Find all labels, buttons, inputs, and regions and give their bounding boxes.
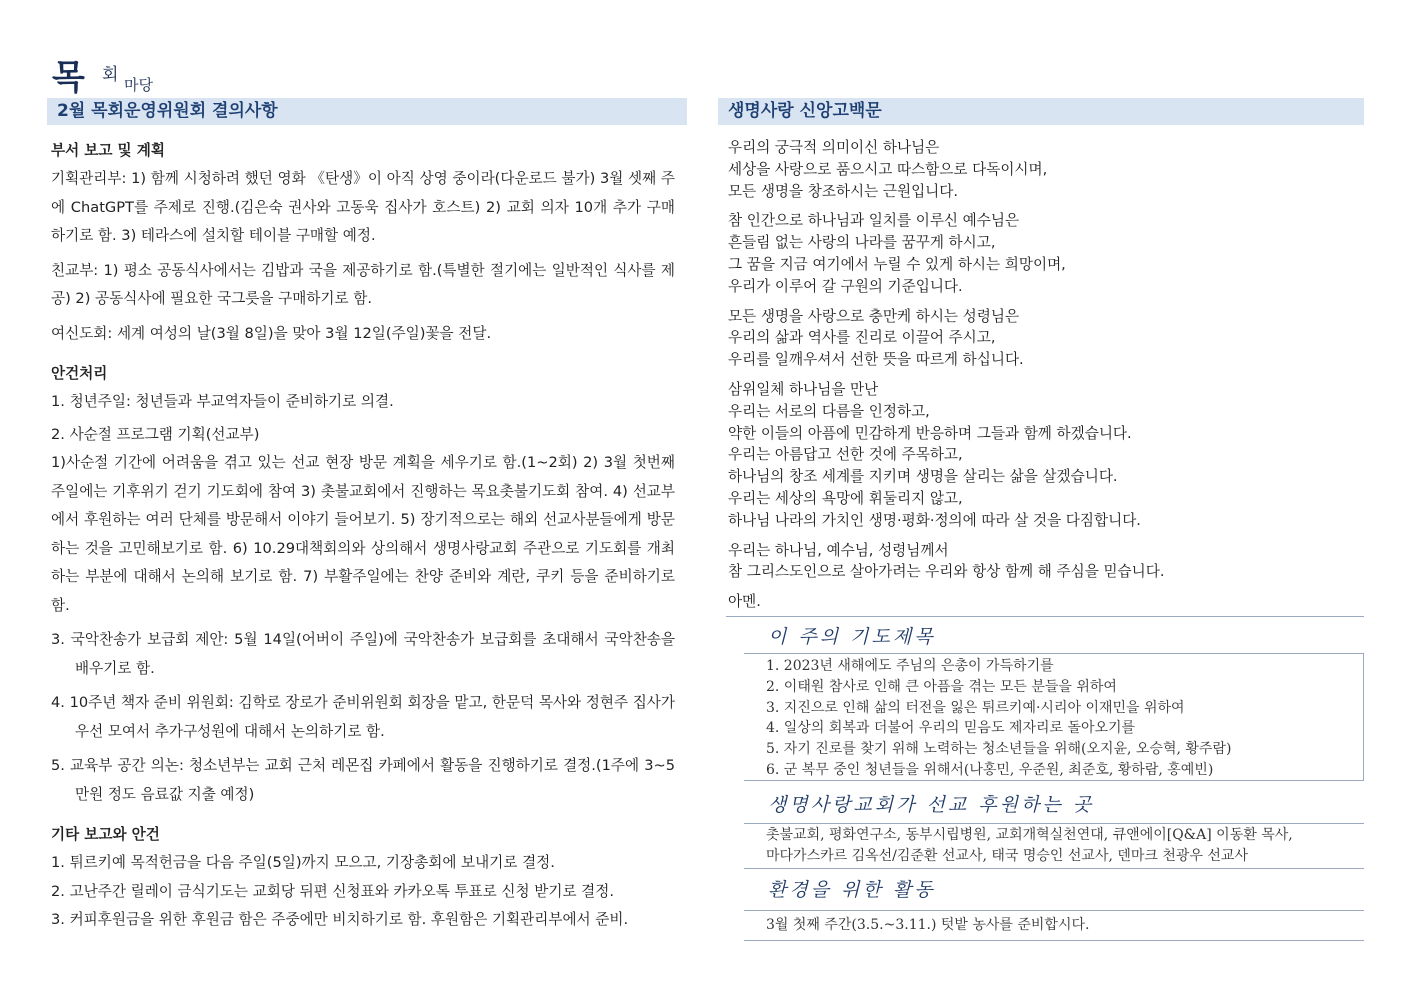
confession-line: 우리가 이루어 갈 구원의 기준입니다. <box>728 277 963 295</box>
confession-line: 약한 이들의 아픔에 민감하게 반응하며 그들과 함께 하겠습니다. <box>728 424 1132 442</box>
section-logo <box>52 50 192 98</box>
dept-report-title: 부서 보고 및 계획 <box>51 142 165 159</box>
agenda-title: 안건처리 <box>51 365 108 382</box>
confession-line: 우리는 세상의 욕망에 휘둘리지 않고, <box>728 489 963 507</box>
agenda-item: 4. 10주년 책자 준비 위원회: 김학로 장로가 준비위원회 회장을 맡고, 한문덕 목사와 정현주 집사가 우선 모여서 추가구성원에 대해서 논의하기로 함. <box>51 694 675 740</box>
environment-box <box>744 910 1364 941</box>
confession-line: 우리의 삶과 역사를 진리로 이끌어 주시고, <box>728 329 996 347</box>
confession-amen: 아멘. <box>728 593 761 611</box>
agenda-item: 1. 청년주일: 청년들과 부교역자들이 준비하기로 의결. <box>51 393 394 410</box>
misc-item: 3. 커피후원금을 위한 후원금 함은 주중에만 비치하기로 함. 후원함은 기획관리부에서 준비. <box>51 911 629 928</box>
prayer-list <box>744 653 1364 781</box>
mission-list <box>744 823 1364 869</box>
dept-report-planning: 기획관리부: 1) 함께 시청하려 했던 영화 《탄생》이 아직 상영 중이라(다운로드 불가) 3월 셋째 주에 ChatGPT를 주제로 진행.(김은숙 권사와 고동욱 집사가 호스트) 2) 교회 의자 10개 추가 구매하기로 함. 3) 테라스에 설치할 테이블 구매할 예정. <box>51 170 675 244</box>
mission-line: 촛불교회, 평화연구소, 동부시립병원, 교회개혁실천연대, 큐앤에이[Q&A] 이동환 목사, <box>766 827 1293 843</box>
agenda-item: 5. 교육부 공간 의논: 청소년부는 교회 근처 레몬집 카페에서 활동을 진행하기로 결정.(1주에 3~5만원 정도 음료값 지출 예정) <box>51 757 675 803</box>
right-section-header: 생명사랑 신앙고백문 <box>718 98 1364 125</box>
confession-line: 삼위일체 하나님을 만난 <box>728 380 879 398</box>
environment-title: 환경을 위한 활동 <box>768 879 936 901</box>
confession-stanza <box>728 540 1358 584</box>
confession-line: 흔들림 없는 사랑의 나라를 꿈꾸게 하시고, <box>728 234 996 252</box>
confession-line: 모든 생명을 창조하시는 근원입니다. <box>728 182 959 200</box>
prayer-item: 2. 이태원 참사로 인해 큰 아픔을 겪는 모든 분들을 위하여 <box>766 678 1117 695</box>
confession-stanza <box>728 306 1358 371</box>
dept-report-fellowship: 친교부: 1) 평소 공동식사에서는 김밥과 국을 제공하기로 함.(특별한 절기에는 일반적인 식사를 제공) 2) 공동식사에 필요한 국그릇을 구매하기로 함. <box>51 261 675 307</box>
left-section-header: 2월 목회운영위원회 결의사항 <box>47 98 687 125</box>
prayer-item: 1. 2023년 새해에도 주님의 은총이 가득하기를 <box>766 658 1054 674</box>
confession-line: 모든 생명을 사랑으로 충만케 하시는 성령님은 <box>728 307 1020 325</box>
agenda-item-body: 1)사순절 기간에 어려움을 겪고 있는 선교 현장 방문 계획을 세우기로 함.(1~2회) 2) 3월 첫번째 주일에는 기후위기 걷기 기도회에 참여 3) 촛불교회에서 진행하는 목요촛불기도회 참여. 4) 선교부에서 후원하는 여러 단체를 방문해서 이야기 들어보기. 5) 장기적으로는 해외 선교사분들에게 방문하는 것을 고민해보기로 함. 6) 10.29대책회의와 상의해서 생명사랑교회 주관으로 기도회를 개최하는 부분에 대해서 논의해 보기로 함. 7) 부활주일에는 찬양 준비와 계란, 쿠키 등을 준비하기로 함. <box>51 454 675 614</box>
misc-item: 2. 고난주간 릴레이 금식기도는 교회당 뒤편 신청표와 카카오톡 투표로 신청 받기로 결정. <box>51 882 615 900</box>
confession-line: 하나님 나라의 가치인 생명·평화·정의에 따라 살 것을 다짐합니다. <box>728 511 1141 529</box>
confession-stanza <box>728 137 1358 202</box>
misc-item: 1. 튀르키예 목적헌금을 다음 주일(5일)까지 모으고, 기장총회에 보내기로 결정. <box>51 854 555 871</box>
confession-stanza <box>728 379 1358 532</box>
prayer-item: 3. 지진으로 인해 삶의 터전을 잃은 튀르키예·시리아 이재민을 위하여 <box>766 699 1185 716</box>
logo-char-hoe: 회 <box>102 65 119 85</box>
confession-line: 그 꿈을 지금 여기에서 누릴 수 있게 하시는 희망이며, <box>728 255 1066 273</box>
prayer-item: 4. 일상의 회복과 더불어 우리의 믿음도 제자리로 돌아오기를 <box>766 720 1136 737</box>
confession-text <box>728 137 1358 621</box>
agenda-item: 2. 사순절 프로그램 기획(선교부) <box>51 425 260 443</box>
mission-line: 마다가스카르 김옥선/김준환 선교사, 태국 명승인 선교사, 덴마크 천광우 선교사 <box>766 848 1248 864</box>
logo-char-mok: 목 <box>52 58 83 98</box>
prayer-title: 이 주의 기도제목 <box>768 626 936 648</box>
logo-char-madang: 마당 <box>124 76 153 94</box>
confession-line: 우리는 아름답고 선한 것에 주목하고, <box>728 446 963 464</box>
misc-title: 기타 보고와 안건 <box>51 826 160 843</box>
environment-text: 3월 첫째 주간(3.5.~3.11.) 텃밭 농사를 준비합시다. <box>766 917 1090 933</box>
divider <box>726 616 1364 617</box>
confession-line: 참 인간으로 하나님과 일치를 이루신 예수님은 <box>728 212 1020 230</box>
confession-line: 우리의 궁극적 의미이신 하나님은 <box>728 139 940 156</box>
confession-line: 세상을 사랑으로 품으시고 따스함으로 다독이시며, <box>728 160 1048 178</box>
agenda-item: 3. 국악찬송가 보급회 제안: 5월 14일(어버이 주일)에 국악찬송가 보급회를 초대해서 국악찬송을 배우기로 함. <box>51 631 675 677</box>
confession-line: 우리를 일깨우셔서 선한 뜻을 따르게 하십니다. <box>728 351 1024 369</box>
prayer-item: 5. 자기 진로를 찾기 위해 노력하는 청소년들을 위해(오지윤, 오승혁, 황주람) <box>766 741 1232 758</box>
confession-line: 우리는 하나님, 예수님, 성령님께서 <box>728 541 949 559</box>
confession-stanza <box>728 210 1358 297</box>
confession-line: 참 그리스도인으로 살아가려는 우리와 항상 함께 해 주심을 믿습니다. <box>728 563 1165 581</box>
dept-report-women: 여신도회: 세계 여성의 날(3월 8일)을 맞아 3월 12일(주일)꽃을 전달. <box>51 324 492 342</box>
prayer-item: 6. 군 복무 중인 청년들을 위해서(나홍민, 우준원, 최준호, 황하람, 홍예빈) <box>766 761 1214 778</box>
meeting-resolutions <box>51 137 675 935</box>
confession-line: 우리는 서로의 다름을 인정하고, <box>728 402 930 420</box>
confession-line: 하나님의 창조 세계를 지키며 생명을 살리는 삶을 살겠습니다. <box>728 468 1118 486</box>
mission-title: 생명사랑교회가 선교 후원하는 곳 <box>768 794 1095 816</box>
